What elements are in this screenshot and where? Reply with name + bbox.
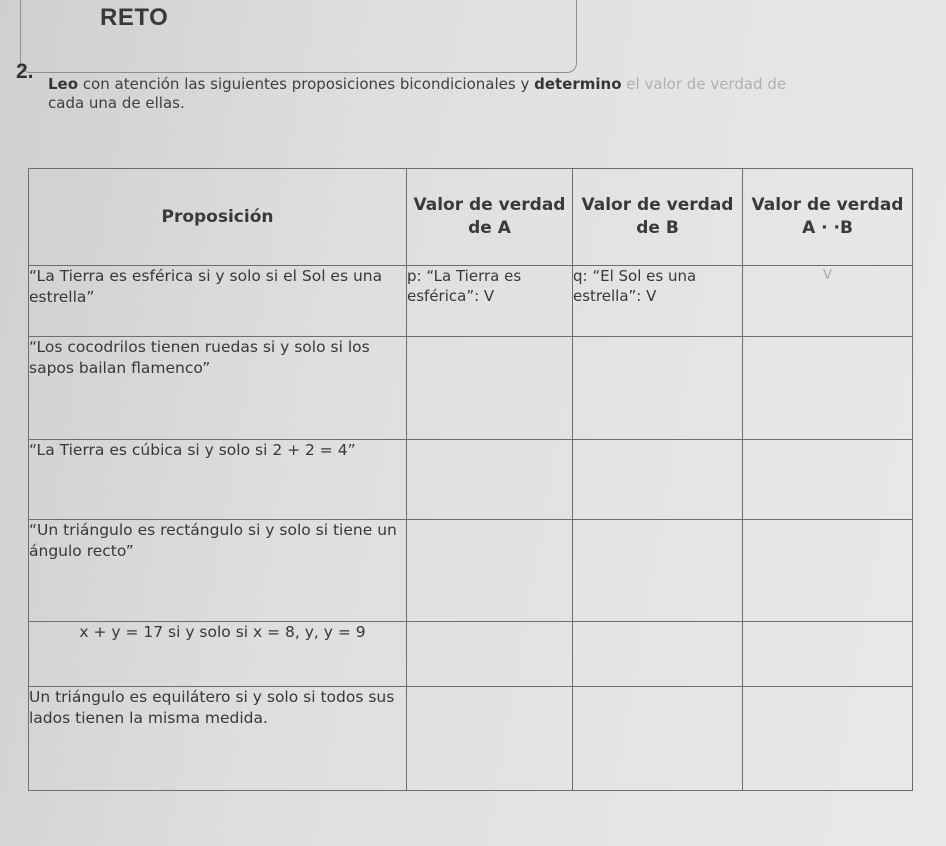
table-row [29,440,913,520]
proposition-cell: x + y = 17 si y solo si x = 8, y, y = 9 [29,622,407,687]
instruction-verb-determine: determino [534,75,622,93]
table-header-row [29,169,913,266]
table-row [29,622,913,687]
value-b-cell[interactable] [573,440,743,520]
value-b-cell[interactable]: q: “El Sol es una estrella”: V [573,266,743,337]
table-row [29,687,913,791]
page-title: RETO [100,4,169,31]
table-row [29,337,913,440]
value-a-cell[interactable] [407,337,573,440]
header-valor-ab-label: Valor de verdad [751,195,904,215]
instruction-line2: cada una de ellas. [48,94,185,112]
proposition-cell: Un triángulo es equilátero si y solo si todos sus lados tienen la misma medida. [29,687,407,791]
proposition-cell: “La Tierra es esférica si y solo si el Sol es una estrella” [29,266,407,337]
value-a-cell[interactable] [407,520,573,622]
exercise-instruction [48,75,928,113]
header-proposicion: Proposición [29,169,407,266]
value-ab-cell[interactable] [743,440,913,520]
instruction-main: con atención las siguientes proposiciones bicondicionales y [78,75,535,93]
instruction-verb-lead: Leo [48,75,79,93]
value-a-cell[interactable] [407,440,573,520]
value-a-cell[interactable] [407,687,573,791]
value-b-cell[interactable] [573,337,743,440]
header-valor-ab [743,169,913,266]
value-b-cell[interactable] [573,687,743,791]
value-b-cell[interactable] [573,622,743,687]
header-valor-b: Valor de verdad de B [573,169,743,266]
value-ab-cell[interactable] [743,520,913,622]
table-row [29,520,913,622]
header-valor-ab-operator: A · ·B [802,218,853,238]
value-b-cell[interactable] [573,520,743,622]
proposition-cell: “Un triángulo es rectángulo si y solo si tiene un ángulo recto” [29,520,407,622]
proposition-cell: “Los cocodrilos tienen ruedas si y solo si los sapos bailan flamenco” [29,337,407,440]
header-valor-a: Valor de verdad de A [407,169,573,266]
value-ab-cell[interactable] [743,622,913,687]
proposition-cell: “La Tierra es cúbica si y solo si 2 + 2 = 4” [29,440,407,520]
value-a-cell[interactable]: p: “La Tierra es esférica”: V [407,266,573,337]
value-ab-cell[interactable]: V [743,266,913,337]
value-ab-cell[interactable] [743,337,913,440]
value-ab-cell[interactable] [743,687,913,791]
biconditional-table [28,168,913,791]
table-row [29,266,913,337]
instruction-tail: el valor de verdad de [621,75,787,93]
value-a-cell[interactable] [407,622,573,687]
exercise-number: 2. [16,60,34,83]
